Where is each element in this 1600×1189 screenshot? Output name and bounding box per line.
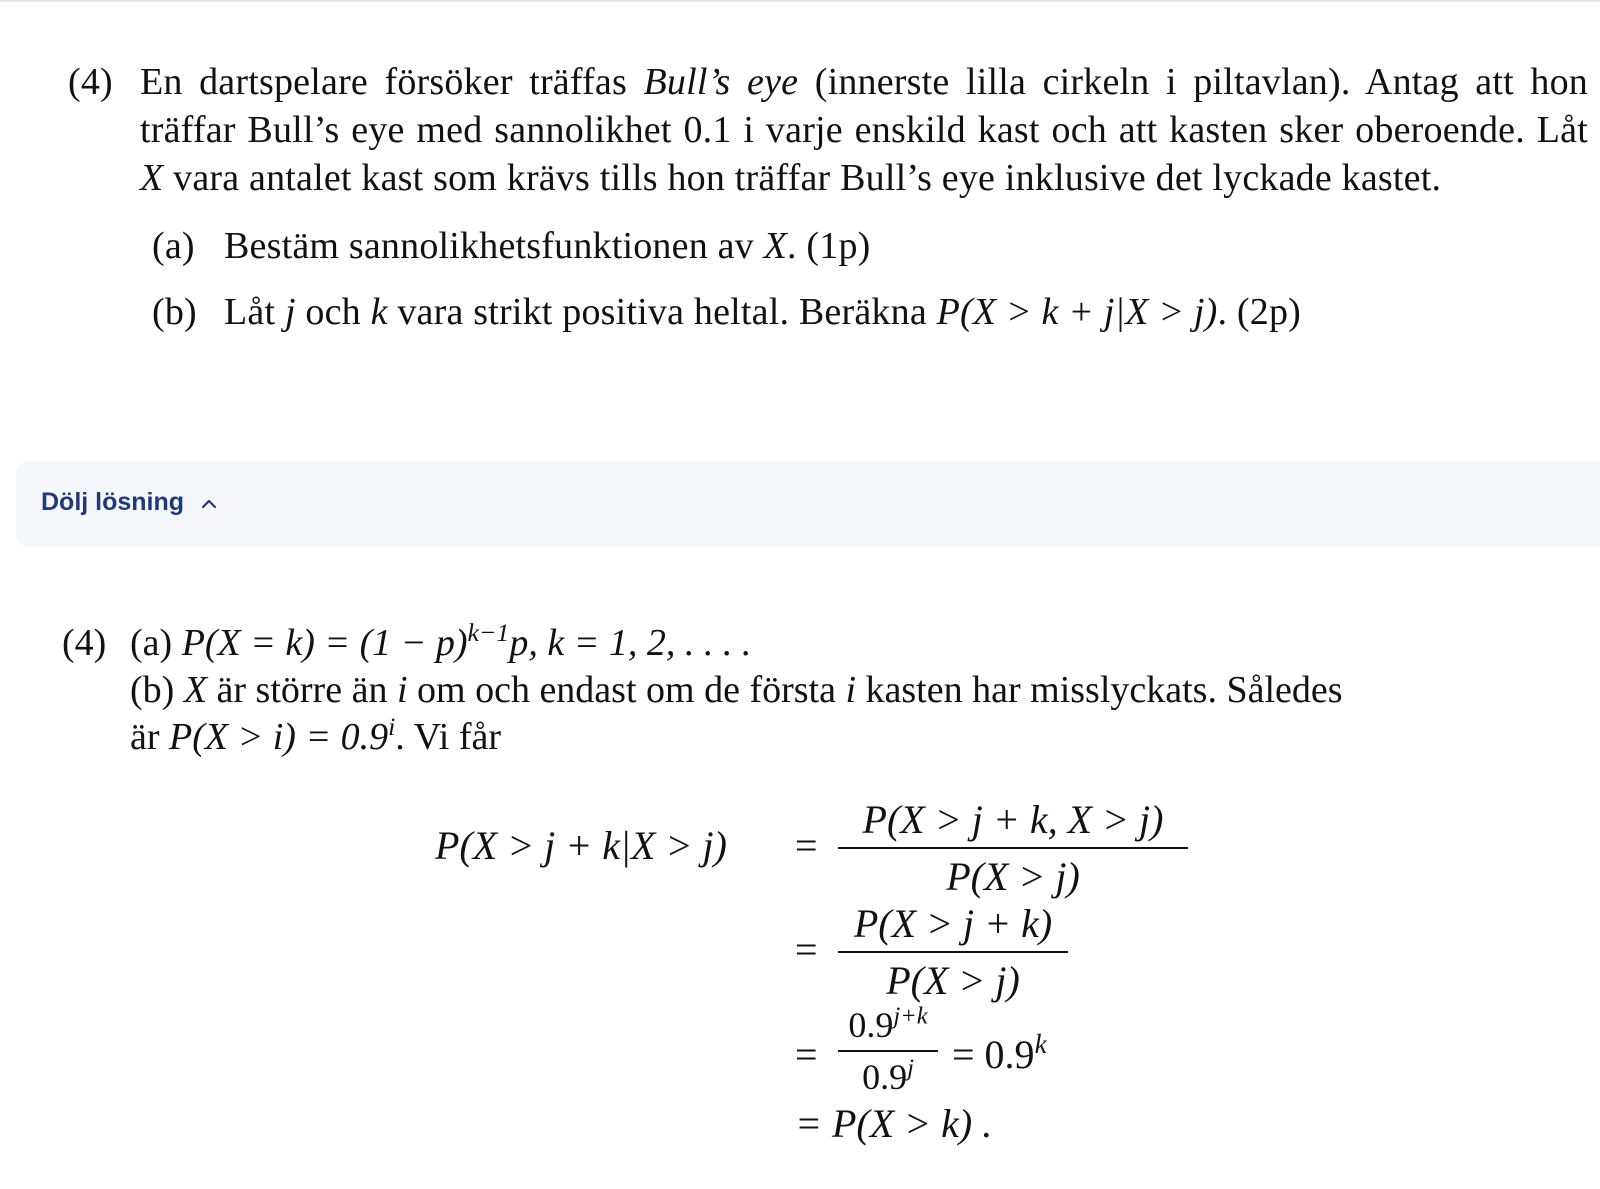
denominator: 0.9$^j$ [862,1054,914,1097]
equals-sign: = [795,1032,818,1077]
fraction-bar [838,1050,938,1052]
fraction-bar [838,951,1068,953]
problem-stem [140,58,1588,202]
stem-text-3: vara antalet kast som krävs tills hon träffar Bull’s eye inklusive det lyckade kastet. [163,157,1442,199]
numerator: P(X > j + k) [853,901,1053,946]
solution-number: (4) [62,622,107,664]
equals-sign: = [795,927,818,972]
problem-statement [68,58,1588,354]
denominator: P(X > j) [946,854,1080,899]
equals-sign: = [795,823,818,868]
problem-number: (4) [68,61,113,103]
fraction-step-3 [838,1004,938,1098]
fraction-step-1 [838,796,1188,900]
problem-items [152,222,1588,354]
stem-text-2: (innerste lilla cirkeln i piltavlan). Antag att hon träffar Bull’s eye med sannolikhet 0.1 i varje enskild kast och att kasten sker oberoende. Låt [140,61,1588,151]
solution [62,617,1582,761]
item-label: (a) [152,225,195,267]
item-text: Låt j och k vara strikt positiva heltal. Beräkna P(X > k + j|X > j). (2p) [224,291,1302,333]
denominator: P(X > j) [886,958,1020,1003]
step-3-result: = $0.9^k$ [952,1029,1047,1077]
chevron-up-icon [200,497,218,509]
top-divider [0,0,1600,2]
solution-body [130,617,1582,761]
fraction-bar [838,847,1188,849]
derivation-lhs: P(X > j + k|X > j) [435,823,727,868]
numerator: P(X > j + k, X > j) [862,797,1164,842]
step-4-result: = P(X > k) . [795,1101,993,1146]
fraction-step-2 [838,900,1068,1004]
item-text: Bestäm sannolikhetsfunktionen av X. (1p) [224,225,871,267]
hide-solution-button[interactable] [41,488,218,517]
stem-bullseye: Bull’s eye [643,61,799,103]
problem-item-b [152,288,1588,354]
numerator: $0.9^{j+k}$ [848,1002,928,1045]
solution-part-b: (b) X är större än i om och endast om de första i kasten har misslyckats. Således [130,669,1343,711]
solution-part-a: (a) $P(X = k) = (1 - p)^{k-1}p$, k = 1, 2, . . . . [130,617,752,664]
stem-text-1: En dartspelare försöker träffas [140,61,644,103]
stem-variable: X [140,157,164,199]
problem-item-a [152,222,1588,288]
solution-toggle-bar [16,461,1600,547]
solution-part-b-line2: är $P(X > i) = 0.9^i$. Vi får [130,711,502,758]
hide-solution-label: Dölj lösning [41,488,185,516]
item-label: (b) [152,291,197,333]
